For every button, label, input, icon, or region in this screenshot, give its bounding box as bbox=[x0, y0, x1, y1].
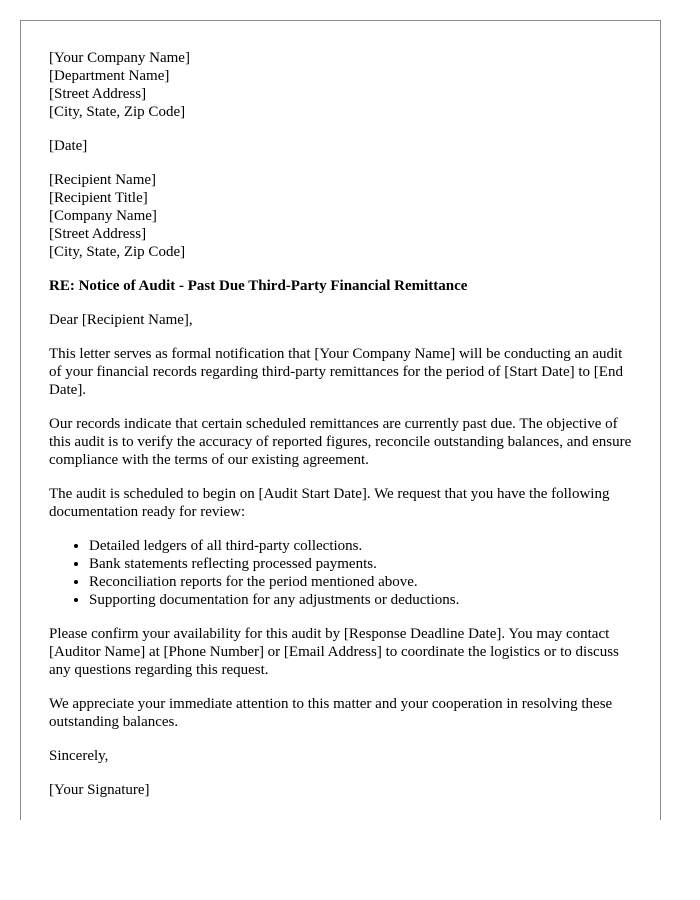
letter-date: [Date] bbox=[49, 138, 88, 154]
subject-line: RE: Notice of Audit - Past Due Third-Party Financial Remittance bbox=[49, 278, 468, 294]
salutation: Dear [Recipient Name], bbox=[49, 312, 193, 328]
sender-street: [Street Address] bbox=[49, 86, 147, 102]
paragraph-objective: Our records indicate that certain scheduled remittances are currently past due. The objective of this audit is to verify the accuracy of reported figures, reconcile outstanding balances, and ensure compliance with the terms of our existing agreement. bbox=[49, 416, 632, 468]
list-item: • Bank statements reflecting processed payments. bbox=[89, 555, 632, 573]
recipient-street: [Street Address] bbox=[49, 226, 147, 242]
paragraph-confirmation: Please confirm your availability for this audit by [Response Deadline Date]. You may contact [Auditor Name] at [Phone Number] or [Email Address] to coordinate the logistics or to discuss any questions regarding this request. bbox=[49, 626, 619, 678]
recipient-title: [Recipient Title] bbox=[49, 190, 148, 206]
sender-address bbox=[49, 49, 632, 121]
letter-page bbox=[20, 20, 661, 820]
list-item: • Reconciliation reports for the period mentioned above. bbox=[89, 573, 632, 591]
paragraph-schedule: The audit is scheduled to begin on [Audit Start Date]. We request that you have the following documentation ready for review: bbox=[49, 486, 610, 520]
sender-city: [City, State, Zip Code] bbox=[49, 104, 186, 120]
signature-line: [Your Signature] bbox=[49, 782, 150, 798]
sender-department: [Department Name] bbox=[49, 68, 170, 84]
recipient-company: [Company Name] bbox=[49, 208, 157, 224]
recipient-name: [Recipient Name] bbox=[49, 172, 157, 188]
recipient-address bbox=[49, 171, 632, 261]
signoff: Sincerely, bbox=[49, 748, 109, 764]
list-item: • Detailed ledgers of all third-party collections. bbox=[89, 537, 632, 555]
paragraph-notification: This letter serves as formal notification that [Your Company Name] will be conducting an audit of your financial records regarding third-party remittances for the period of [Start Date] to [End Date]. bbox=[49, 346, 623, 398]
list-item: • Supporting documentation for any adjustments or deductions. bbox=[89, 591, 632, 609]
recipient-city: [City, State, Zip Code] bbox=[49, 244, 186, 260]
paragraph-appreciation: We appreciate your immediate attention to this matter and your cooperation in resolving these outstanding balances. bbox=[49, 696, 613, 730]
sender-company: [Your Company Name] bbox=[49, 50, 190, 66]
documentation-list bbox=[49, 537, 632, 609]
